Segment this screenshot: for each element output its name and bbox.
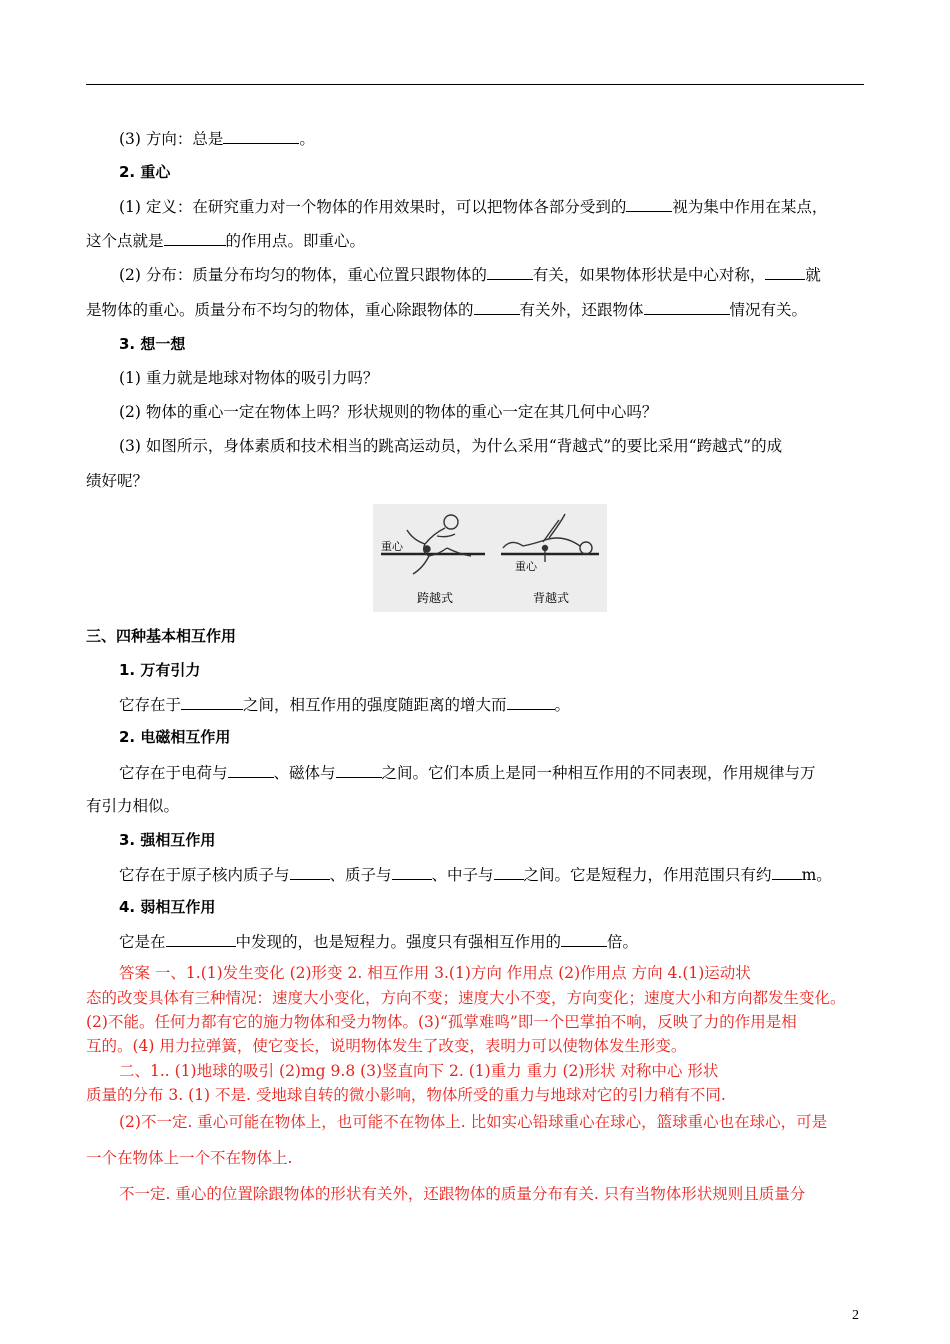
direction-line: (3) 方向：总是 。 xyxy=(119,130,315,148)
section-heading-four-interactions: 三、四种基本相互作用 xyxy=(86,627,237,645)
strong-interaction-title: 3. 强相互作用 xyxy=(119,831,216,849)
answer-line-9: 不一定. 重心的位置除跟物体的形状有关外，还跟物体的质量分布有关. 只有当物体形状规则且质量分 xyxy=(119,1185,806,1203)
cg-label-left: 重心 xyxy=(381,541,403,553)
question-2: (2) 物体的重心一定在物体上吗？形状规则的物体的重心一定在其几何中心吗？ xyxy=(119,403,658,421)
question-1: (1) 重力就是地球对物体的吸引力吗？ xyxy=(119,369,379,387)
section-title-think: 3. 想一想 xyxy=(119,335,186,353)
answer-line-1: 答案 一、1.(1)发生变化 (2)形变 2. 相互作用 3.(1)方向 作用点 (2)作用点 方向 4.(1)运动状 xyxy=(119,964,751,982)
cg-label-right: 重心 xyxy=(515,561,537,573)
distribution-line-1: (2) 分布：质量分布均匀的物体，重心位置只跟物体的 有关，如果物体形状是中心对称， 就 xyxy=(119,266,821,284)
strong-interaction-line: 它存在于原子核内质子与 、质子与 、中子与 之间。它是短程力，作用范围只有约 m。 xyxy=(119,866,832,884)
answer-line-8: 一个在物体上一个不在物体上. xyxy=(86,1149,293,1167)
electromagnetic-line-1: 它存在于电荷与 、磁体与 之间。它们本质上是同一种相互作用的不同表现，作用规律与万 xyxy=(119,764,816,782)
high-jump-figure xyxy=(373,504,607,612)
answer-line-6: 质量的分布 3. (1) 不是. 受地球自转的微小影响，物体所受的重力与地球对它的引力稍有不同. xyxy=(86,1086,726,1104)
definition-line-2: 这个点就是 的作用点。即重心。 xyxy=(86,232,366,250)
page-number: 2 xyxy=(852,1308,859,1323)
answer-line-4: 互的。(4) 用力拉弹簧，使它变长，说明物体发生了改变，表明力可以使物体发生形变。 xyxy=(86,1037,687,1055)
electromagnetic-title: 2. 电磁相互作用 xyxy=(119,728,231,746)
distribution-line-2: 是物体的重心。质量分布不均匀的物体，重心除跟物体的 有关外，还跟物体 情况有关。 xyxy=(86,301,808,319)
header-rule xyxy=(86,84,864,85)
electromagnetic-line-2: 有引力相似。 xyxy=(86,797,180,815)
flop-label: 背越式 xyxy=(533,591,570,605)
gravitation-title: 1. 万有引力 xyxy=(119,661,201,679)
answer-line-3: (2)不能。任何力都有它的施力物体和受力物体。(3)“孤掌难鸣”即一个巴掌拍不响，反映了力的作用是相 xyxy=(86,1013,797,1031)
straddle-label: 跨越式 xyxy=(417,591,454,605)
gravitation-line: 它存在于 之间，相互作用的强度随距离的增大而 。 xyxy=(119,696,571,714)
question-3-line-1: (3) 如图所示，身体素质和技术相当的跳高运动员，为什么采用“背越式”的要比采用“跨越式”的成 xyxy=(119,437,783,455)
weak-interaction-title: 4. 弱相互作用 xyxy=(119,898,216,916)
straddle-jumper-illustration xyxy=(407,515,471,574)
answer-line-5: 二、1.. (1)地球的吸引 (2)mg 9.8 (3)竖直向下 2. (1)重力 重力 (2)形状 对称中心 形状 xyxy=(119,1062,719,1080)
question-3-line-2: 绩好呢？ xyxy=(86,472,149,490)
section-title-center-of-gravity: 2. 重心 xyxy=(119,163,171,181)
definition-line-1: (1) 定义：在研究重力对一个物体的作用效果时，可以把物体各部分受到的 视为集中作用在某点， xyxy=(119,198,828,216)
answer-line-7: (2)不一定. 重心可能在物体上，也可能不在物体上. 比如实心铅球重心在球心，篮球重心也在球心，可是 xyxy=(119,1113,828,1131)
weak-interaction-line: 它是在 中发现的，也是短程力。强度只有强相互作用的 倍。 xyxy=(119,933,639,951)
answer-line-2: 态的改变具体有三种情况：速度大小变化，方向不变；速度大小不变，方向变化；速度大小和方向都发生变化。 xyxy=(86,989,846,1007)
